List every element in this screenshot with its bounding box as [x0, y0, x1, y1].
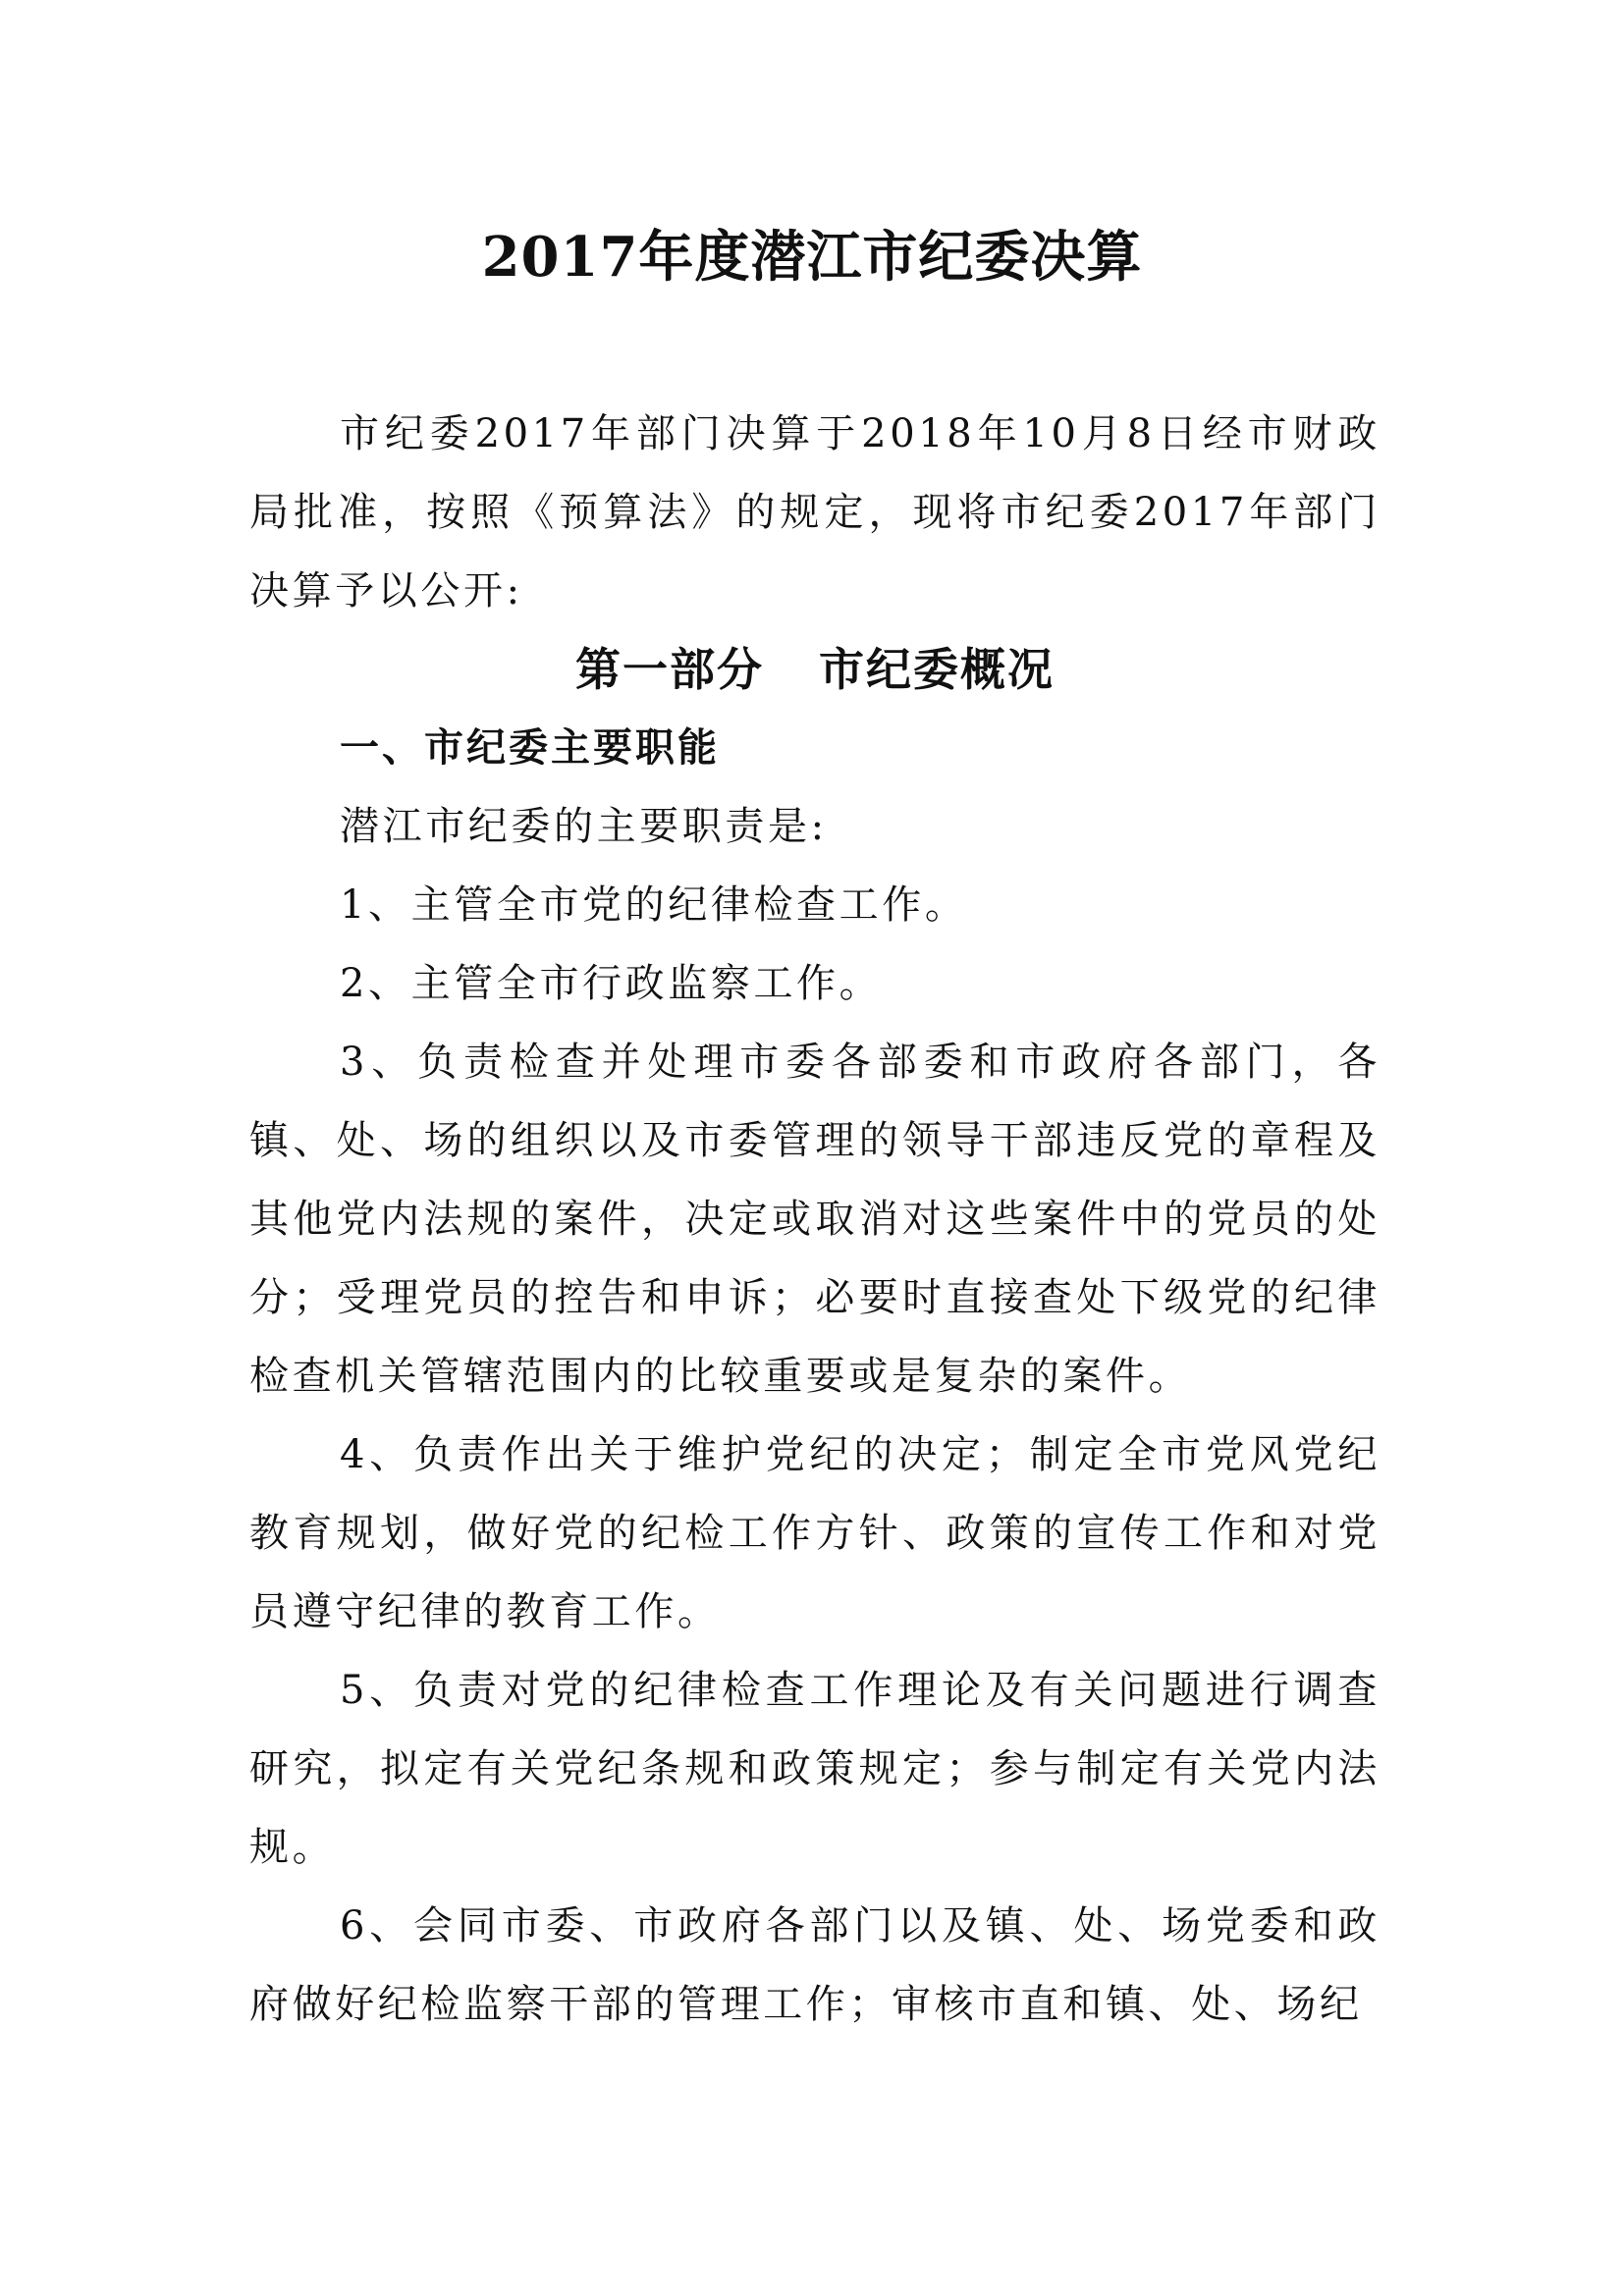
- duty-item-6: 6、会同市委、市政府各部门以及镇、处、场党委和政府做好纪检监察干部的管理工作；审核市直和镇、处、场纪: [249, 1903, 1380, 2027]
- intro-paragraph: 市纪委2017年部门决算于2018年10月8日经市财政局批准，按照《预算法》的规定，现将市纪委2017年部门决算予以公开:: [249, 411, 1380, 614]
- duty-item-1: 1、主管全市党的纪律检查工作。: [340, 882, 968, 928]
- duties-lead: 潜江市纪委的主要职责是:: [340, 804, 828, 849]
- document-title: 2017年度潜江市纪委决算: [481, 225, 1143, 290]
- section-heading: [249, 630, 1380, 709]
- duty-item-3: 3、负责检查并处理市委各部委和市政府各部门，各镇、处、场的组织以及市委管理的领导干部违反党的章程及其他党内法规的案件，决定或取消对这些案件中的党员的处分；受理党员的控告和申诉；必要时直接查处下级党的纪律检查机关管辖范围内的比较重要或是复杂的案件。: [249, 1040, 1380, 1399]
- duty-item-4: 4、负责作出关于维护党纪的决定；制定全市党风党纪教育规划，做好党的纪检工作方针、政策的宣传工作和对党员遵守纪律的教育工作。: [249, 1432, 1380, 1634]
- section-name: 市纪委概况: [819, 643, 1055, 696]
- section-part-label: 第一部分: [575, 643, 764, 696]
- document-body: [249, 395, 1380, 2044]
- duty-item-5: 5、负责对党的纪律检查工作理论及有关问题进行调查研究，拟定有关党纪条规和政策规定；参与制定有关党内法规。: [249, 1668, 1380, 1870]
- subsection-title: 一、市纪委主要职能: [340, 725, 720, 771]
- duty-item-2: 2、主管全市行政监察工作。: [340, 961, 883, 1006]
